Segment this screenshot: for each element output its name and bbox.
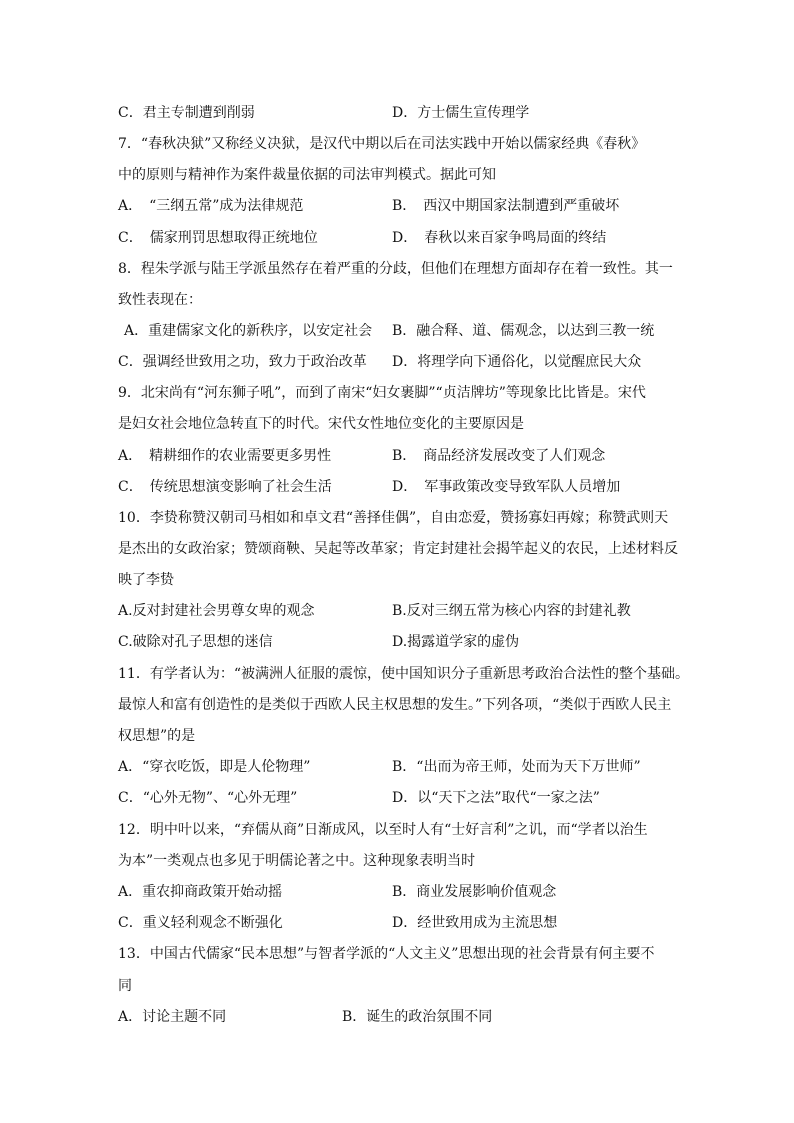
answer-option: B．商业发展影响价值观念: [392, 884, 557, 900]
question-text-line: 10．李贽称赞汉朝司马相如和卓文君“善择佳偶”，自由恋爱，赞扬寡妇再嫁；称赞武则天: [118, 510, 669, 526]
answer-option: C． 儒家刑罚思想取得正统地位: [118, 230, 318, 246]
question-text-line: 权思想”的是: [118, 728, 196, 744]
answer-option: C． 传统思想演变影响了社会生活: [118, 479, 332, 495]
question-text-line: 致性表现在：: [118, 292, 202, 308]
answer-option: D．以“天下之法”取代“一家之法”: [392, 790, 600, 806]
answer-option: A．重农抑商政策开始动摇: [118, 884, 283, 900]
answer-option: B． 商品经济发展改变了人们观念: [392, 448, 606, 464]
answer-option: D．方士儒生宣传理学: [392, 105, 530, 121]
answer-option: A．“穿衣吃饭，即是人伦物理”: [118, 759, 311, 775]
question-text-line: 11．有学者认为：“被满洲人征服的震惊，使中国知识分子重新思考政治合法性的整个基础。: [118, 666, 689, 682]
answer-option: C．强调经世致用之功，致力于政治改革: [118, 354, 367, 370]
answer-option: C．“心外无物”、“心外无理”: [118, 790, 298, 806]
answer-option: B． 西汉中期国家法制遭到严重破坏: [392, 198, 620, 214]
answer-option: C．君主专制遭到削弱: [118, 105, 255, 121]
question-text-line: 9．北宋尚有“河东狮子吼”，而到了南宋“妇女裹脚”“贞洁牌坊”等现象比比皆是。宋代: [118, 385, 646, 401]
answer-option: A．讨论主题不同: [118, 1009, 227, 1025]
answer-option: A．重建儒家文化的新秩序，以安定社会: [124, 323, 373, 339]
answer-option: B．“出而为帝王师，处而为天下万世师”: [392, 759, 641, 775]
answer-option: A． “三纲五常”成为法律规范: [118, 198, 304, 214]
question-text-line: 是妇女社会地位急转直下的时代。宋代女性地位变化的主要原因是: [118, 416, 524, 432]
question-text-line: 是杰出的女政治家；赞颂商鞅、吴起等改革家；肯定封建社会揭竿起义的农民，上述材料反: [118, 541, 678, 557]
answer-option: A． 精耕细作的农业需要更多男性: [118, 448, 332, 464]
question-text-line: 13．中国古代儒家“民本思想”与智者学派的“人文主义”思想出现的社会背景有何主要不: [118, 946, 655, 962]
question-text-line: 7．“春秋决狱”又称经义决狱，是汉代中期以后在司法实践中开始以儒家经典《春秋》: [118, 136, 646, 152]
answer-option: C．重义轻利观念不断强化: [118, 915, 283, 931]
question-text-line: 12．明中叶以来，“弃儒从商”日渐成风，以至时人有“士好言利”之讥，而“学者以治生: [118, 822, 648, 838]
question-text-line: 8．程朱学派与陆王学派虽然存在着严重的分歧，但他们在理想方面却存在着一致性。其一: [118, 261, 673, 277]
question-text-line: 最惊人和富有创造性的是类似于西欧人民主权思想的发生。”下列各项，“类似于西欧人民主: [118, 697, 672, 713]
answer-option: D.揭露道学家的虚伪: [392, 634, 520, 650]
answer-option: D．将理学向下通俗化，以觉醒庶民大众: [392, 354, 642, 370]
answer-option: D． 春秋以来百家争鸣局面的终结: [392, 230, 607, 246]
answer-option: A.反对封建社会男尊女卑的观念: [118, 603, 315, 619]
answer-option: C.破除对孔子思想的迷信: [118, 634, 273, 650]
question-text-line: 中的原则与精神作为案件裁量依据的司法审判模式。据此可知: [118, 167, 496, 183]
answer-option: B．诞生的政治氛围不同: [342, 1009, 493, 1025]
answer-option: B.反对三纲五常为核心内容的封建礼教: [392, 603, 631, 619]
answer-option: D．经世致用成为主流思想: [392, 915, 558, 931]
answer-option: D． 军事政策改变导致军队人员增加: [392, 479, 621, 495]
question-text-line: 为本”一类观点也多见于明儒论著之中。这种现象表明当时: [118, 853, 476, 869]
question-text-line: 同: [118, 978, 132, 994]
answer-option: B．融合释、道、儒观念，以达到三教一统: [392, 323, 655, 339]
question-text-line: 映了李贽: [118, 572, 174, 588]
